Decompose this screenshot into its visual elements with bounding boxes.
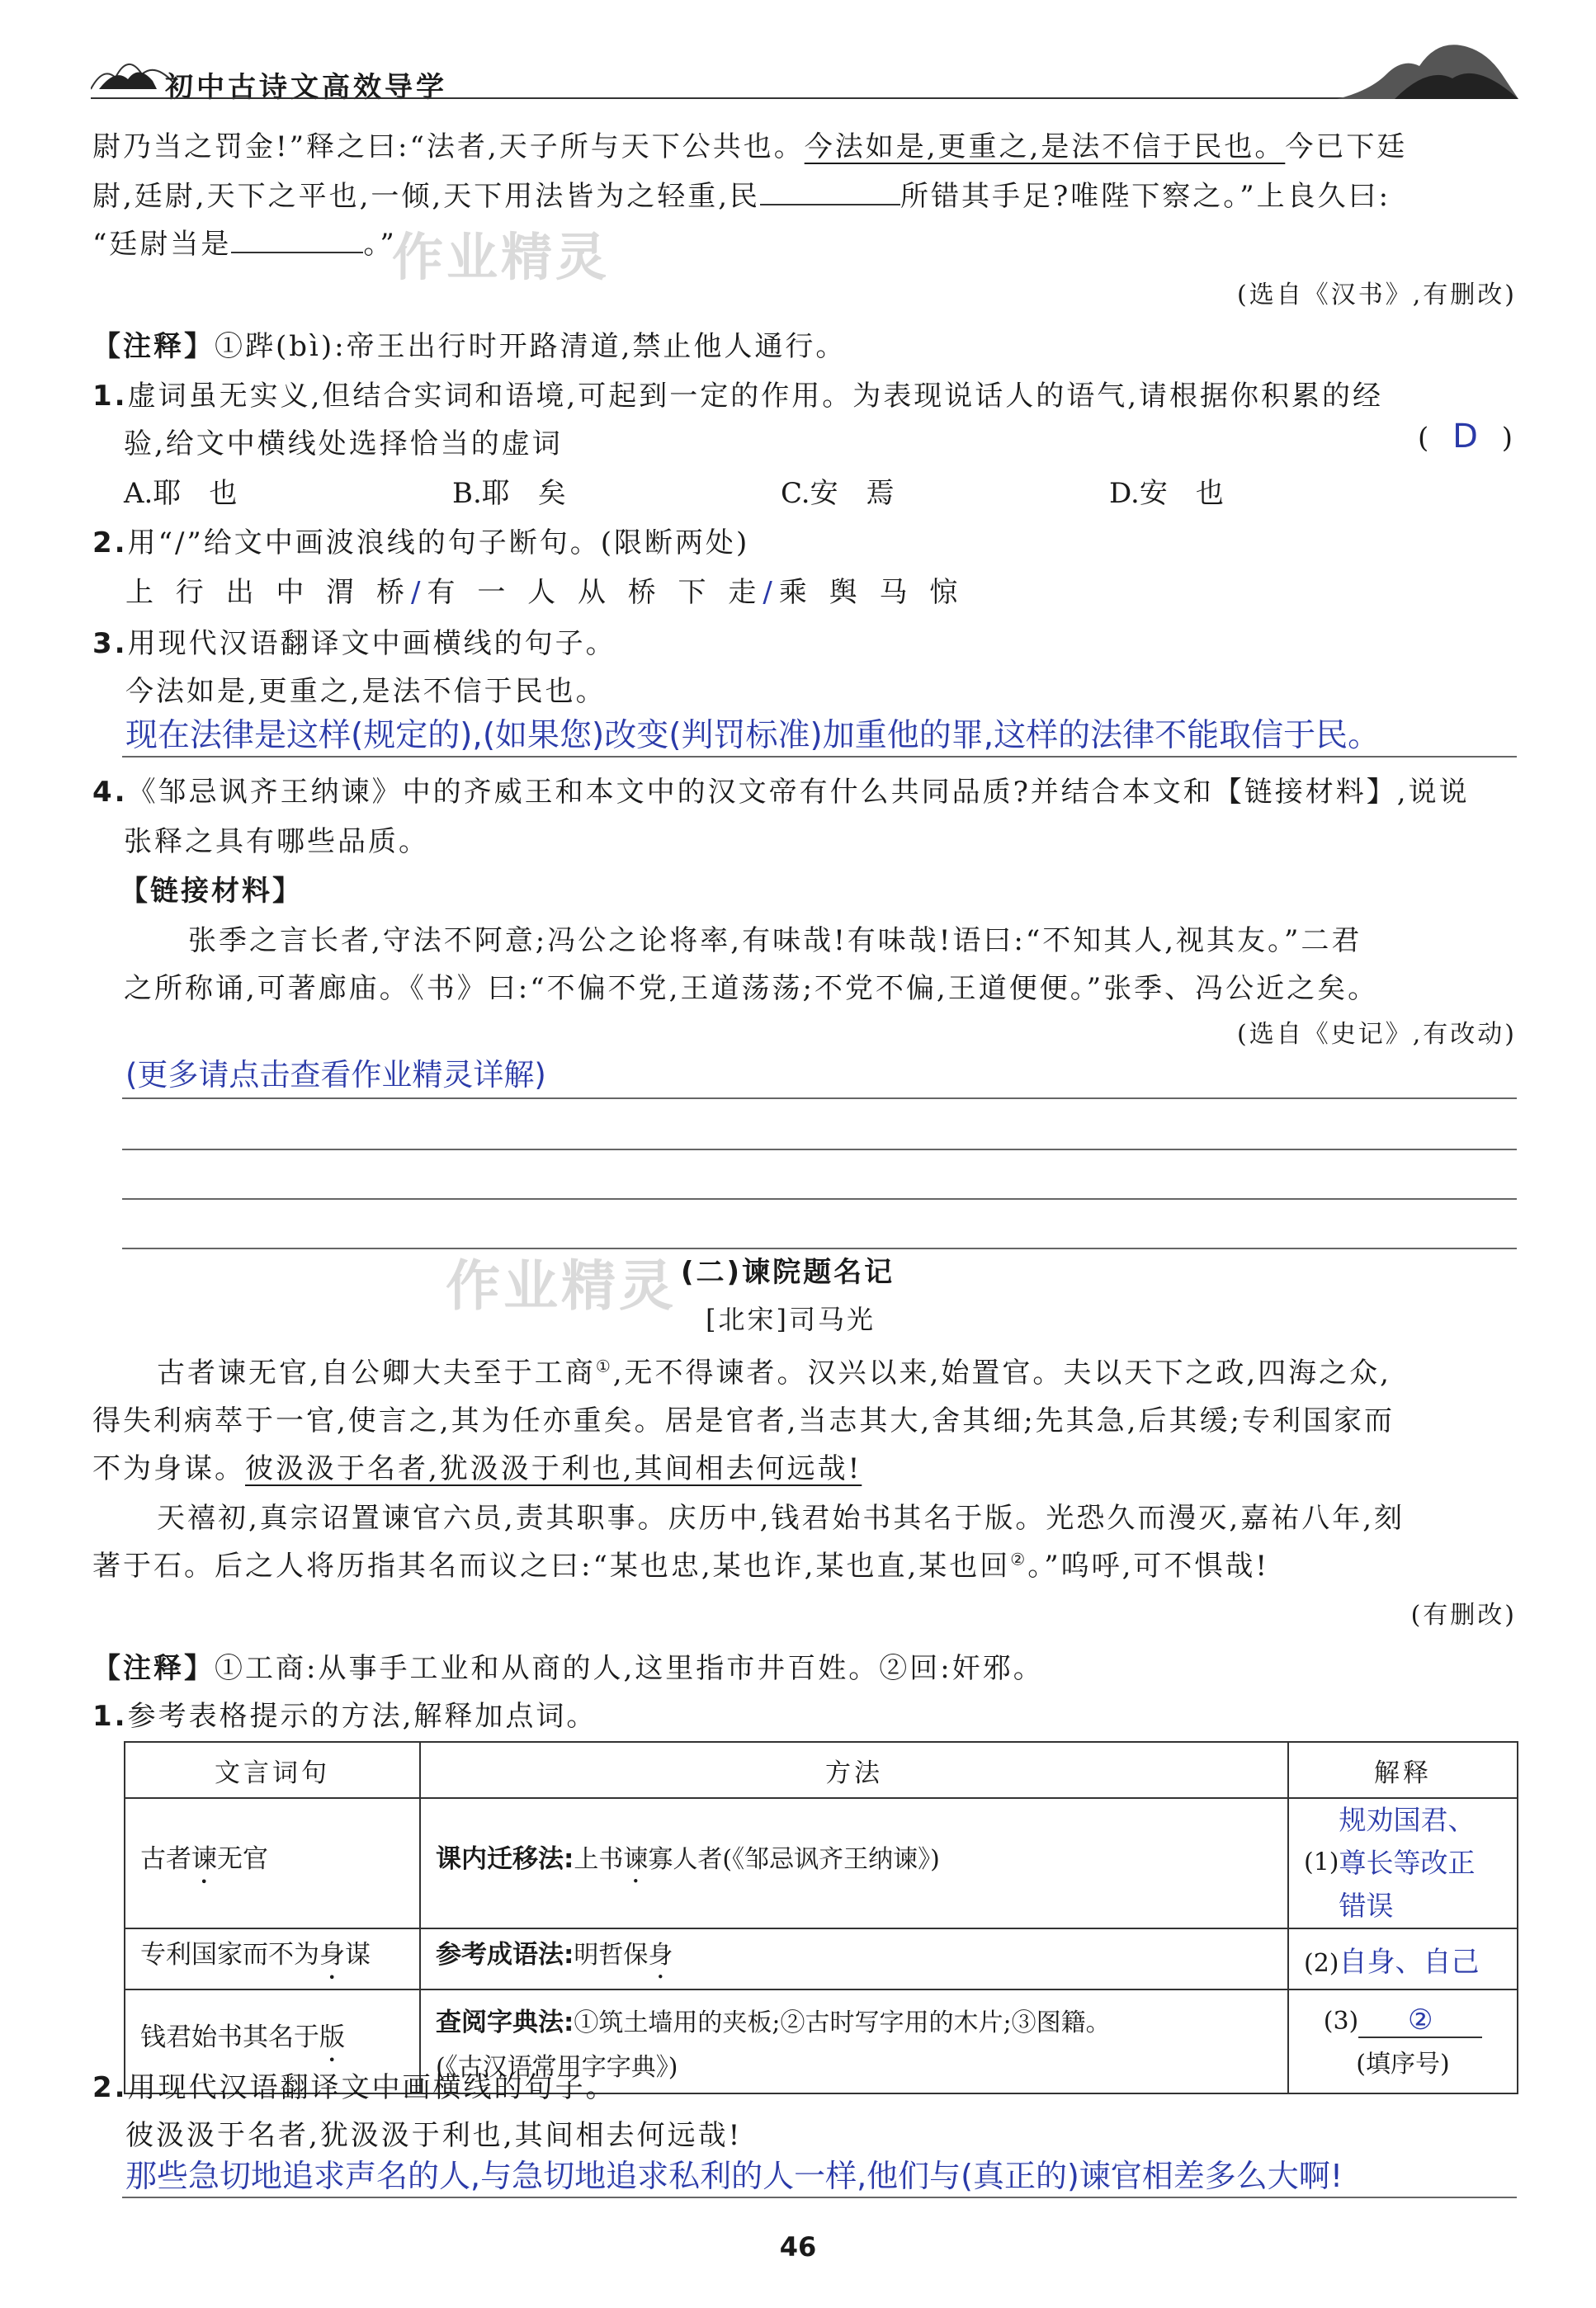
- passage1-line1: 尉乃当之罚金!”释之曰:“法者,天子所与天下公共也。今法如是,更重之,是法不信于民也。今已下廷: [92, 130, 1408, 163]
- underlined-sentence-2: 彼汲汲于名者,犹汲汲于利也,其间相去何远哉!: [245, 1452, 862, 1485]
- q4-answer-line-2: [122, 1149, 1517, 1150]
- table-header-explain: 解释: [1288, 1742, 1518, 1798]
- table-row: [125, 1928, 1518, 1989]
- fill-blank-1[interactable]: [760, 179, 900, 205]
- passage2-p1-line3: 不为身谋。彼汲汲于名者,犹汲汲于利也,其间相去何远哉!: [92, 1452, 862, 1485]
- header-rule: [91, 97, 1411, 99]
- link-material-title: 【链接材料】: [120, 875, 303, 908]
- q1-option-b[interactable]: B.耶 矣: [452, 477, 566, 510]
- passage2-p1-line1: 古者谏无官,自公卿大夫至于工商①,无不得谏者。汉兴以来,始置官。夫以天下之政,四海之众,: [157, 1356, 1391, 1390]
- fill-blank-2[interactable]: [231, 227, 363, 253]
- watermark: 作业精灵: [392, 227, 611, 287]
- q2-sentence: 上 行 出 中 渭 桥/有 一 人 从 桥 下 走/乘 舆 马 惊: [125, 576, 965, 609]
- table-cell-phrase: 古者谏无官: [125, 1798, 420, 1928]
- p2q2-answer[interactable]: 那些急切地追求声名的人,与急切地追求私利的人一样,他们与(真正的)谏官相差多么大啊!: [125, 2158, 1343, 2194]
- p2q2-answer-line: [122, 2197, 1517, 2198]
- q3-answer-line: [122, 756, 1517, 758]
- p2q2-line: 2.用现代汉语翻译文中画横线的句子。: [92, 2071, 616, 2104]
- slash-mark-2: /: [763, 576, 779, 609]
- table-header-method: 方法: [420, 1742, 1288, 1798]
- passage1-line3: “廷尉当是 。”: [92, 228, 397, 261]
- q1-option-d[interactable]: D.安 也: [1109, 477, 1224, 510]
- method-table: [124, 1741, 1518, 2094]
- table-cell-answer[interactable]: (2)自身、自己: [1288, 1928, 1518, 1989]
- q1-answer-box[interactable]: ( D ): [1418, 418, 1513, 455]
- p2q1-line: 1.参考表格提示的方法,解释加点词。: [92, 1700, 597, 1733]
- q3-line1: 3.用现代汉语翻译文中画横线的句子。: [92, 627, 616, 660]
- table-header-phrase: 文言词句: [125, 1742, 420, 1798]
- q4-answer-link[interactable]: (更多请点击查看作业精灵详解): [125, 1057, 546, 1093]
- q4-answer-line-3: [122, 1198, 1517, 1200]
- q3-answer[interactable]: 现在法律是这样(规定的),(如果您)改变(判罚标准)加重他的罪,这样的法律不能取信于民。: [125, 717, 1381, 754]
- q1-option-c[interactable]: C.安 焉: [781, 477, 895, 510]
- passage2-source: (有删改): [1410, 1601, 1517, 1630]
- mountain-right-icon: [1337, 33, 1518, 107]
- q4-answer-line-1: [122, 1097, 1517, 1099]
- table-cell-method: 查阅字典法:①筑土墙用的夹板;②古时写字用的木片;③图籍。 (《古汉语常用字字典》): [420, 1989, 1288, 2093]
- passage2-p2-line2: 著于石。后之人将历指其名而议之曰:“某也忠,某也诈,某也直,某也回②。”呜呼,可不惧哉!: [92, 1549, 1270, 1583]
- passage2-note: 【注释】①工商:从事手工业和从商的人,这里指市井百姓。②回:奸邪。: [92, 1652, 1044, 1685]
- q4-line1: 4.《邹忌讽齐王纳谏》中的齐威王和本文中的汉文帝有什么共同品质?并结合本文和【链接材料】,说说: [92, 776, 1470, 809]
- passage2-author: [北宋]司马光: [706, 1304, 876, 1335]
- underlined-sentence: 今法如是,更重之,是法不信于民也。: [804, 130, 1286, 163]
- table-answer-3: ②: [1358, 2004, 1482, 2038]
- passage2-p1-line2: 得失利病萃于一官,使言之,其为任亦重矣。居是官者,当志其大,舍其细;先其急,后其缓;专利国家而: [92, 1404, 1395, 1437]
- passage1-note: 【注释】①跸(bì):帝王出行时开路清道,禁止他人通行。: [92, 330, 847, 363]
- link-material-line2: 之所称诵,可著廊庙。《书》曰:“不偏不党,王道荡荡;不党不偏,王道便便。”张季、冯公近之矣。: [124, 972, 1379, 1005]
- passage2-title: (二)谏院题名记: [681, 1256, 895, 1289]
- table-cell-method: 课内迁移法:上书谏寡人者(《邹忌讽齐王纳谏》): [420, 1798, 1288, 1928]
- q1-option-a[interactable]: A.耶 也: [124, 477, 238, 510]
- link-material-source: (选自《史记》,有改动): [1237, 1020, 1517, 1049]
- passage1-source: (选自《汉书》,有删改): [1237, 281, 1517, 309]
- watermark-2: 作业精灵: [446, 1254, 677, 1318]
- link-material-line1: 张季之言长者,守法不阿意;冯公之论将率,有味哉!有味哉!语曰:“不知其人,视其友。”二君: [188, 924, 1362, 957]
- table-cell-phrase: 钱君始书其名于版: [125, 1989, 420, 2093]
- book-title: 初中古诗文高效导学: [165, 71, 447, 104]
- q4-line2: 张释之具有哪些品质。: [124, 825, 429, 858]
- table-cell-method: 参考成语法:明哲保身: [420, 1928, 1288, 1989]
- q2-line1: 2.用“/”给文中画波浪线的句子断句。(限断两处): [92, 526, 750, 559]
- q1-line1: 1.虚词虽无实义,但结合实词和语境,可起到一定的作用。为表现说话人的语气,请根据你积累的经: [92, 380, 1383, 413]
- q1-answer: D: [1452, 418, 1478, 455]
- table-cell-answer[interactable]: (1)规劝国君、尊长等改正错误: [1288, 1798, 1518, 1928]
- passage1-line2: 尉,廷尉,天下之平也,一倾,天下用法皆为之轻重,民 所错其手足?唯陛下察之。”上良久曰:: [92, 180, 1391, 213]
- page-number: 46: [779, 2231, 817, 2263]
- table-answer-1: 规劝国君、尊长等改正错误: [1339, 1804, 1476, 1922]
- q1-line2: 验,给文中横线处选择恰当的虚词: [124, 427, 563, 460]
- passage2-p2-line1: 天禧初,真宗诏置谏官六员,责其职事。庆历中,钱君始书其名于版。光恐久而漫灭,嘉祐八年,刻: [157, 1502, 1405, 1535]
- table-row: [125, 1798, 1518, 1928]
- table-answer-2: 自身、自己: [1339, 1945, 1480, 1979]
- slash-mark-1: /: [411, 576, 427, 609]
- q3-sentence: 今法如是,更重之,是法不信于民也。: [125, 675, 607, 708]
- p2q2-sentence: 彼汲汲于名者,犹汲汲于利也,其间相去何远哉!: [125, 2119, 743, 2152]
- table-cell-answer[interactable]: (3) ② (填序号): [1288, 1989, 1518, 2093]
- table-cell-phrase: 专利国家而不为身谋: [125, 1928, 420, 1989]
- table-header-row: [125, 1742, 1518, 1798]
